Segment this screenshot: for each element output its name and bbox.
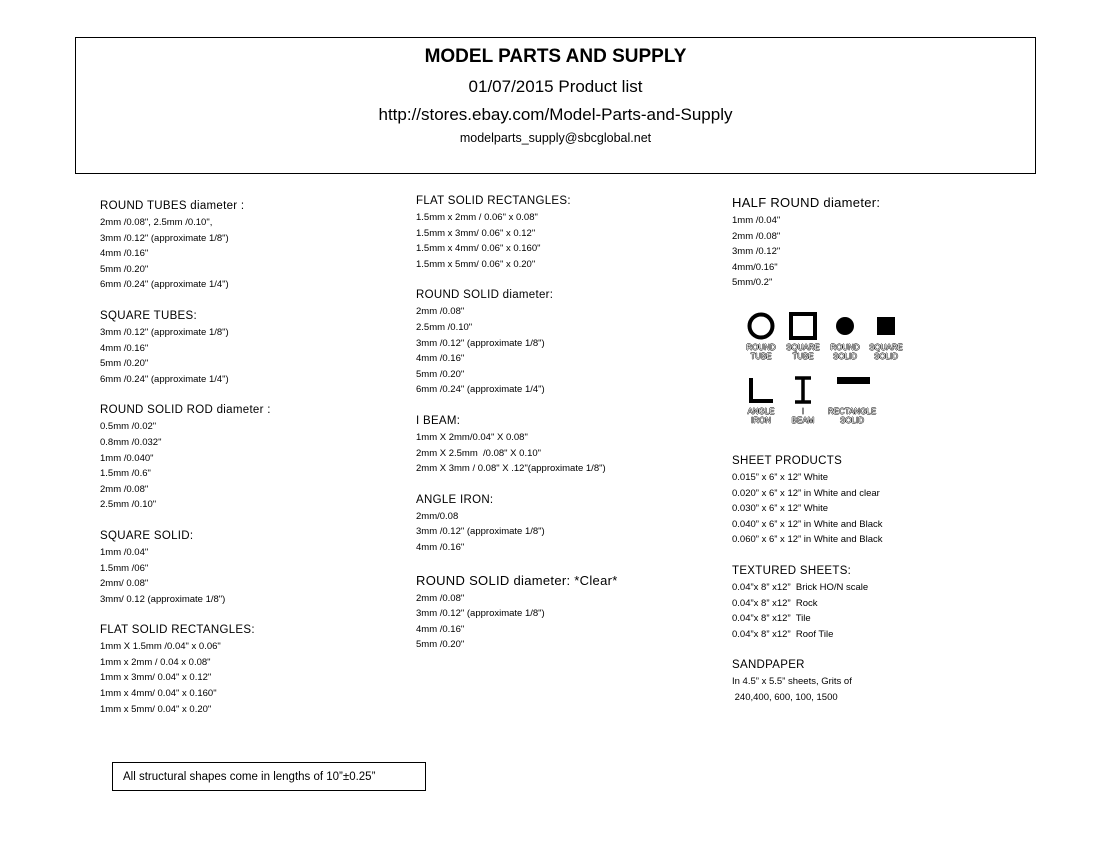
list-item: 0.04”x 8” x12” Roof Tile (732, 628, 834, 640)
section-half-round (732, 195, 1032, 291)
section-title: SQUARE TUBES: (100, 309, 197, 322)
list-item: 1.5mm /06" (100, 562, 149, 574)
list-item: 1mm x 3mm/ 0.04" x 0.12" (100, 672, 212, 684)
section-title: ROUND SOLID diameter: (416, 289, 554, 302)
section-title: ROUND TUBES diameter : (100, 200, 245, 212)
section-angle-iron (416, 494, 716, 556)
list-item: 2mm /0.08" (416, 592, 465, 604)
column-left (100, 200, 400, 734)
list-item: In 4.5” x 5.5” sheets, Grits of (732, 676, 852, 688)
list-item: 1.5mm /0.6" (100, 468, 151, 480)
shape-rectangle-solid (822, 375, 882, 425)
list-item: 6mm /0.24" (approximate 1/4") (100, 373, 229, 385)
list-item: 3mm /0.12" (approximate 1/8") (416, 608, 545, 620)
list-item: 1.5mm x 4mm/ 0.06" x 0.160" (416, 243, 541, 255)
shape-round-solid (822, 311, 868, 361)
rectangle-solid-icon (822, 375, 882, 405)
list-item: 5mm /0.20" (416, 368, 465, 380)
section-title: SANDPAPER (732, 659, 805, 672)
list-item: 1mm /0.040" (100, 452, 154, 464)
section-title: ROUND SOLID ROD diameter : (100, 404, 271, 417)
list-item: 1.5mm x 2mm / 0.06" x 0.08" (416, 212, 538, 223)
list-item: 3mm /0.12" (732, 246, 781, 258)
list-item: 1mm /0.04" (100, 546, 149, 558)
list-item: 0.8mm /0.032" (100, 436, 162, 448)
list-item: 5mm/0.2" (732, 277, 773, 289)
list-item: 5mm /0.20" (100, 263, 149, 275)
round-tube-icon (746, 311, 776, 341)
shape-round-tube (738, 311, 784, 361)
shape-label: ROUND (830, 342, 860, 352)
section-title: SQUARE SOLID: (100, 529, 194, 542)
list-item: 3mm /0.12" (approximate 1/8") (416, 526, 545, 538)
section-title: FLAT SOLID RECTANGLES: (416, 195, 571, 207)
section-round-solid-rod (100, 404, 400, 513)
round-solid-icon (830, 311, 860, 341)
shape-label: SOLID (832, 351, 857, 361)
section-flat-solid-rectangles-1mm (100, 624, 400, 717)
footer-note: All structural shapes come in lengths of 10”±0.25” (112, 762, 426, 791)
list-item: 5mm /0.20" (416, 639, 465, 651)
list-item: 0.04”x 8” x12” Rock (732, 597, 818, 609)
list-item: 1mm X 2mm/0.04" X 0.08" (416, 431, 528, 443)
shape-square-solid (863, 311, 909, 361)
list-item: 4mm /0.16" (100, 248, 149, 260)
section-flat-solid-rectangles-1-5mm (416, 195, 716, 272)
list-item: 2mm /0.08" (100, 483, 149, 495)
date-line: 01/07/2015 Product list (468, 77, 643, 96)
i-beam-icon (788, 375, 818, 405)
list-item: 6mm /0.24" (approximate 1/4") (100, 279, 229, 291)
list-item: 3mm /0.12" (approximate 1/8") (416, 337, 545, 349)
list-item: 1mm X 1.5mm /0.04" x 0.06" (100, 641, 221, 653)
section-sandpaper (732, 659, 1032, 705)
list-item: 0.04”x 8” x12” Brick HO/N scale (732, 581, 869, 593)
list-item: 4mm /0.16" (416, 353, 465, 365)
list-item: 0.020” x 6” x 12” in White and clear (732, 487, 880, 499)
list-item: 3mm/ 0.12 (approximate 1/8") (100, 593, 226, 605)
list-item: 0.04”x 8” x12” Tile (732, 613, 811, 625)
shape-label: TUBE (750, 351, 772, 361)
section-textured-sheets (732, 565, 1032, 642)
list-item: 2mm/ 0.08" (100, 578, 149, 590)
list-item: 240,400, 600, 100, 1500 (732, 691, 838, 703)
list-item: 1.5mm x 3mm/ 0.06" x 0.12" (416, 227, 536, 239)
list-item: 2.5mm /0.10" (100, 499, 157, 511)
list-item: 2.5mm /0.10" (416, 321, 473, 333)
section-title: HALF ROUND diameter: (732, 195, 881, 210)
section-square-tubes (100, 310, 400, 387)
angle-iron-icon (746, 375, 776, 405)
list-item: 0.015” x 6” x 12” White (732, 471, 829, 483)
shape-label: RECTANGLE (827, 406, 877, 416)
page-title: MODEL PARTS AND SUPPLY (424, 46, 687, 67)
shape-i-beam (780, 375, 826, 425)
section-round-tubes (100, 200, 400, 293)
store-url[interactable]: http://stores.ebay.com/Model-Parts-and-Supply (378, 105, 733, 124)
list-item: 3mm /0.12" (approximate 1/8") (100, 326, 229, 338)
section-title: FLAT SOLID RECTANGLES: (100, 624, 255, 637)
shape-label: I (801, 406, 805, 416)
square-solid-icon (871, 311, 901, 341)
list-item: 1.5mm x 5mm/ 0.06" x 0.20" (416, 258, 536, 270)
section-round-solid-clear (416, 573, 716, 653)
list-item: 2mm /0.08" (416, 306, 465, 318)
list-item: 2mm /0.08", 2.5mm /0.10", (100, 217, 213, 228)
shape-label: SOLID (839, 415, 864, 425)
square-tube-icon (788, 311, 818, 341)
section-title: TEXTURED SHEETS: (732, 564, 852, 577)
list-item: 0.040” x 6” x 12” in White and Black (732, 518, 883, 530)
list-item: 6mm /0.24" (approximate 1/4") (416, 384, 545, 396)
section-title: ROUND SOLID diameter: *Clear* (416, 572, 618, 588)
shape-label: SQUARE (786, 342, 820, 352)
list-item: 1mm x 5mm/ 0.04" x 0.20" (100, 703, 212, 715)
list-item: 0.5mm /0.02" (100, 421, 157, 433)
header-box (75, 37, 1036, 174)
section-round-solid (416, 289, 716, 398)
list-item: 1mm /0.04" (732, 215, 781, 226)
list-item: 2mm X 2.5mm /0.08" X 0.10" (416, 447, 542, 459)
section-title: I BEAM: (416, 414, 461, 427)
column-middle (416, 195, 716, 670)
column-right (732, 195, 1032, 723)
list-item: 1mm x 2mm / 0.04 x 0.08" (100, 656, 211, 668)
list-item: 4mm /0.16" (416, 623, 465, 635)
list-item: 1mm x 4mm/ 0.04" x 0.160" (100, 688, 217, 700)
list-item: 5mm /0.20" (100, 358, 149, 370)
list-item: 2mm X 3mm / 0.08" X .12"(approximate 1/8") (416, 463, 606, 475)
section-square-solid (100, 530, 400, 607)
shape-angle-iron (738, 375, 784, 425)
shape-label: ROUND (746, 342, 776, 352)
list-item: 3mm /0.12" (approximate 1/8") (100, 232, 229, 244)
list-item: 4mm /0.16" (416, 541, 465, 553)
list-item: 0.030” x 6” x 12” White (732, 503, 829, 515)
list-item: 4mm /0.16" (100, 342, 149, 354)
list-item: 0.060” x 6” x 12” in White and Black (732, 534, 883, 546)
shape-label: TUBE (792, 351, 814, 361)
shape-label: ANGLE (747, 406, 775, 416)
shape-label: SQUARE (869, 342, 903, 352)
shape-label: BEAM (791, 415, 815, 425)
shape-square-tube (780, 311, 826, 361)
section-title: ANGLE IRON: (416, 493, 494, 506)
shape-label: IRON (751, 415, 771, 425)
section-i-beam (416, 415, 716, 477)
contact-email[interactable]: modelparts_supply@sbcglobal.net (459, 131, 652, 145)
list-item: 4mm/0.16" (732, 261, 778, 273)
section-sheet-products (732, 455, 1032, 548)
list-item: 2mm /0.08" (732, 230, 781, 242)
section-title: SHEET PRODUCTS (732, 454, 843, 467)
shape-label: SOLID (873, 351, 898, 361)
list-item: 2mm/0.08 (416, 510, 459, 522)
shape-legend (732, 311, 932, 441)
